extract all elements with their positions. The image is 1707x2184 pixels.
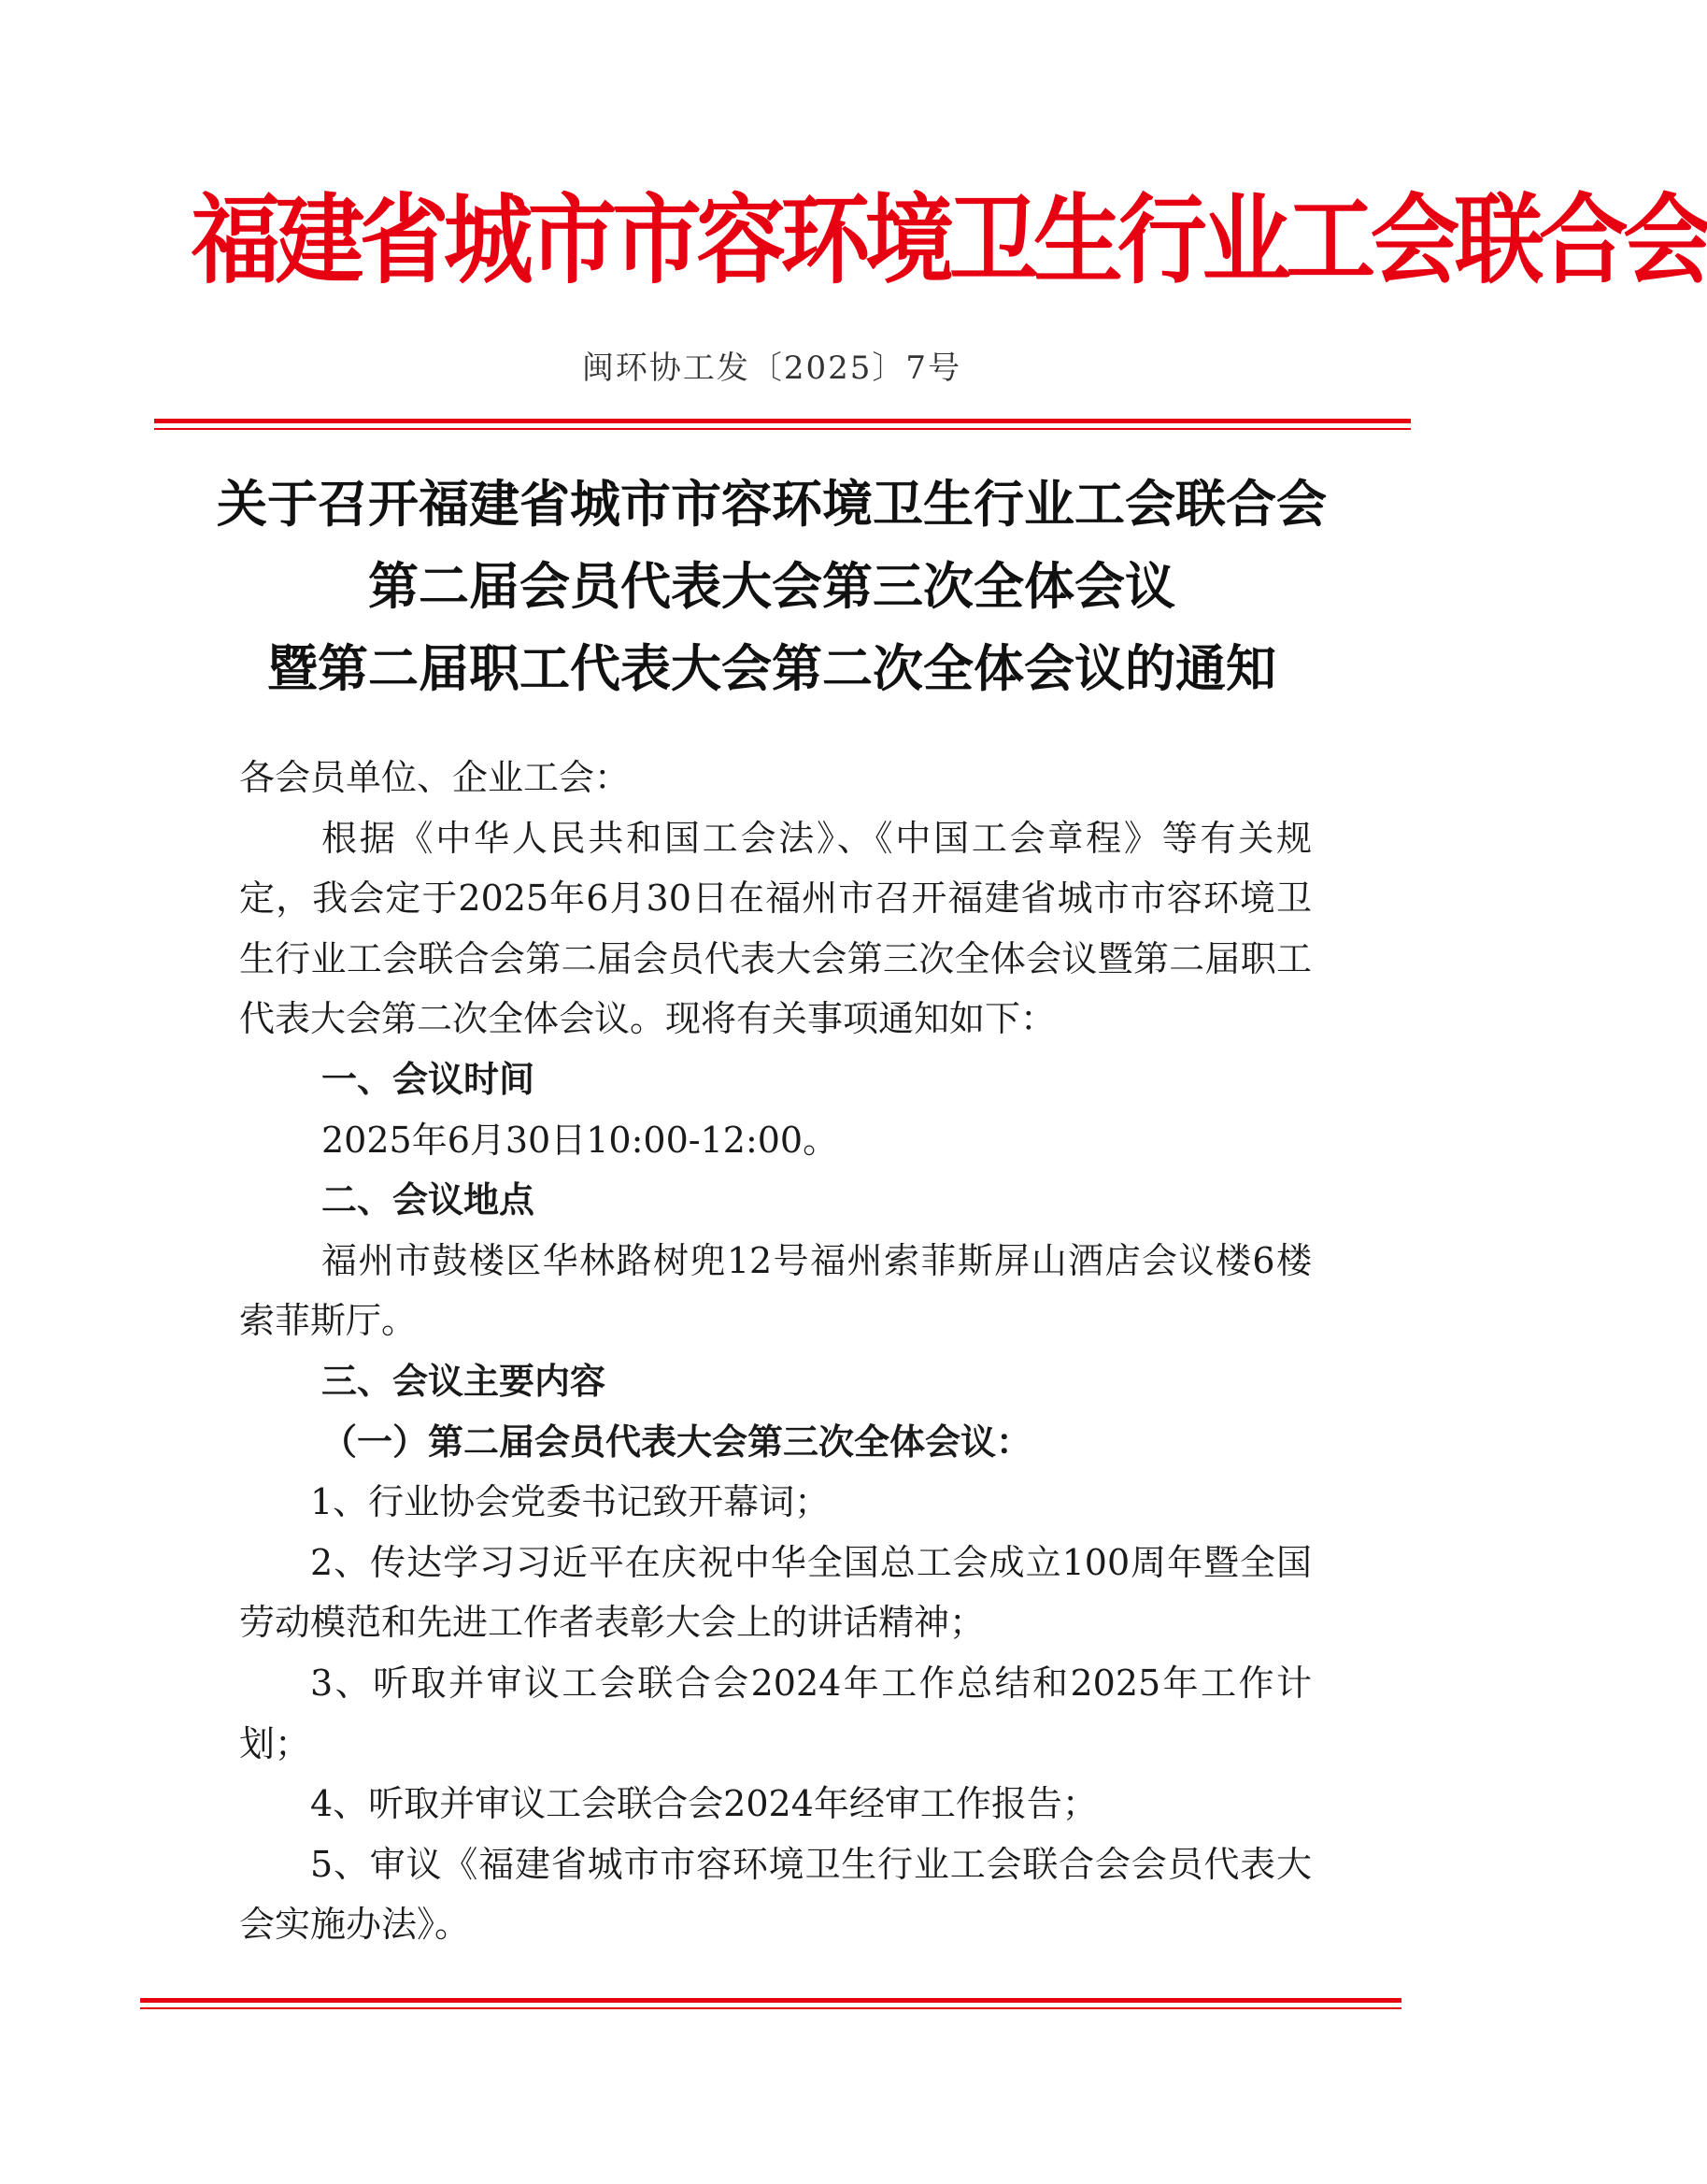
notice-title-line-2: 第二届会员代表大会第三次全体会议 xyxy=(368,556,1175,616)
letterhead-divider-thin xyxy=(154,428,1411,430)
agenda-item: 4、听取并审议工会联合会2024年经审工作报告； xyxy=(310,1783,1098,1825)
notice-title-line-1: 关于召开福建省城市市容环境卫生行业工会联合会 xyxy=(217,474,1327,534)
agenda-item: 2、传达学习习近平在庆祝中华全国总工会成立100周年暨全国劳动模范和先进工作者表彰大会上的讲话精神； xyxy=(239,1541,1312,1644)
footer-divider-thin xyxy=(140,2007,1401,2009)
notice-title-line-3: 暨第二届职工代表大会第二次全体会议的通知 xyxy=(267,638,1276,698)
letterhead-divider-thick xyxy=(154,419,1411,423)
section-heading-location: 二、会议地点 xyxy=(321,1179,535,1221)
section-heading-time: 一、会议时间 xyxy=(321,1058,535,1100)
subsection-heading-members-congress: （一）第二届会员代表大会第三次全体会议： xyxy=(321,1420,1032,1463)
document-body xyxy=(239,748,1312,1955)
salutation: 各会员单位、企业工会： xyxy=(239,757,631,798)
meeting-location: 福州市鼓楼区华林路树兜12号福州索菲斯屏山酒店会议楼6楼索菲斯厅。 xyxy=(239,1239,1312,1342)
agenda-item: 3、听取并审议工会联合会2024年工作总结和2025年工作计划； xyxy=(239,1662,1312,1764)
agenda-item: 1、行业协会党委书记致开幕词； xyxy=(310,1481,831,1523)
intro-paragraph: 根据《中华人民共和国工会法》、《中国工会章程》等有关规定，我会定于2025年6月30日在福州市召开福建省城市市容环境卫生行业工会联合会第二届会员代表大会第三次全体会议暨第二届职工代表大会第二次全体会议。现将有关事项通知如下： xyxy=(239,817,1312,1040)
section-heading-content: 三、会议主要内容 xyxy=(321,1360,606,1402)
meeting-time: 2025年6月30日10:00-12:00。 xyxy=(321,1119,839,1161)
footer-divider-thick xyxy=(140,1998,1401,2003)
document-number: 闽环协工发〔2025〕7号 xyxy=(581,350,962,387)
agenda-item: 5、审议《福建省城市市容环境卫生行业工会联合会会员代表大会实施办法》。 xyxy=(239,1843,1312,1946)
notice-title xyxy=(140,463,1403,709)
letterhead-org-name: 福建省城市市容环境卫生行业工会联合会 xyxy=(191,182,1707,297)
